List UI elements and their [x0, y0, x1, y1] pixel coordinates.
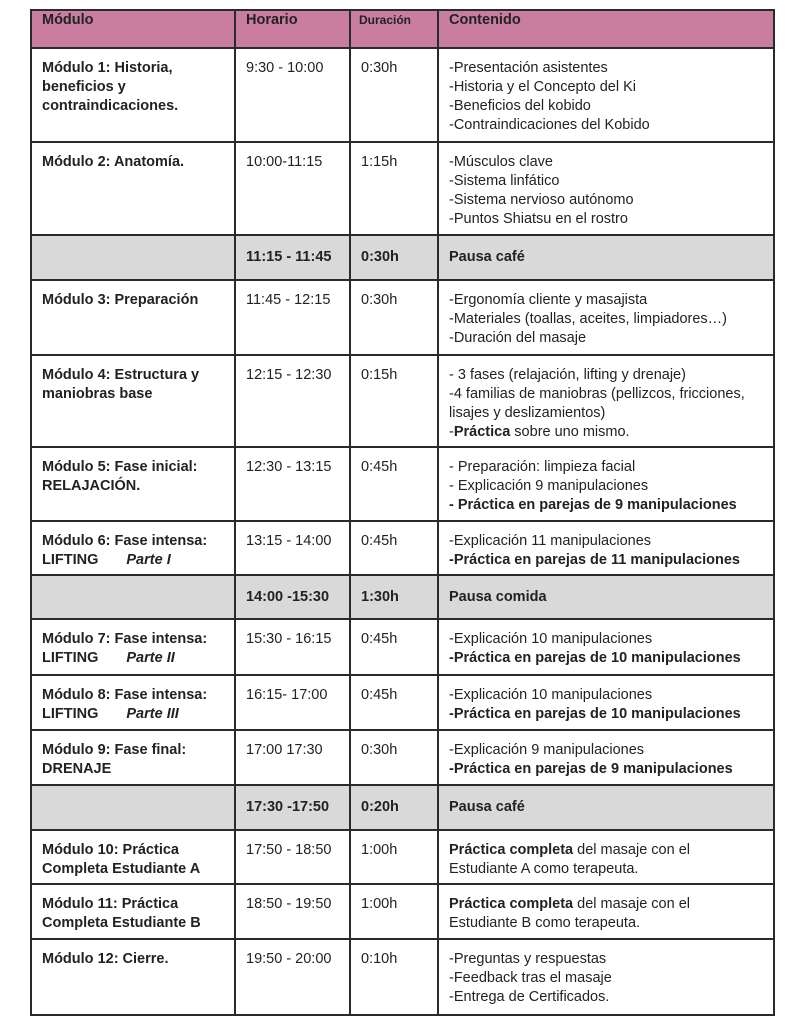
contenido-line: -Músculos clave	[449, 154, 553, 170]
cell-horario: 10:00-11:15	[235, 142, 350, 235]
contenido-line: -Sistema linfático	[449, 173, 560, 189]
header-modulo: Módulo	[31, 10, 235, 48]
cell-duracion: 0:10h	[350, 939, 438, 1015]
contenido-line-bold: -Práctica en parejas de 11 manipulaciones	[449, 552, 740, 568]
modulo-line	[42, 649, 224, 668]
cell-duracion: 0:30h	[350, 730, 438, 785]
modulo-line: Módulo 11: Práctica	[42, 896, 179, 912]
contenido-line: -Entrega de Certificados.	[449, 989, 610, 1005]
cell-duracion: 1:15h	[350, 142, 438, 235]
cell-horario: 12:15 - 12:30	[235, 355, 350, 447]
cell-modulo	[31, 785, 235, 830]
modulo-line: Módulo 5: Fase inicial:	[42, 459, 198, 475]
modulo-line: Módulo 6: Fase intensa:	[42, 533, 208, 549]
contenido-line: -Beneficios del kobido	[449, 98, 591, 114]
contenido-line: -Ergonomía cliente y masajista	[449, 292, 648, 308]
cell-horario: 11:15 - 11:45	[235, 235, 350, 280]
cell-modulo	[31, 355, 235, 447]
cell-horario: 18:50 - 19:50	[235, 884, 350, 939]
contenido-bold: Práctica	[453, 424, 511, 440]
cell-modulo	[31, 884, 235, 939]
table-row	[31, 48, 774, 142]
contenido-line: Estudiante A como terapeuta.	[449, 861, 639, 877]
contenido-line: Práctica completa del masaje con el	[449, 896, 690, 912]
contenido-line: -Explicación 10 manipulaciones	[449, 687, 653, 703]
modulo-part-name: Parte II	[126, 650, 175, 666]
table-row	[31, 142, 774, 235]
contenido-bold: Práctica completa	[449, 842, 574, 858]
modulo-line: Módulo 2: Anatomía.	[42, 154, 185, 170]
modulo-part-label: LIFTING	[42, 706, 99, 722]
contenido-line: -Materiales (toallas, aceites, limpiadores…)	[449, 311, 728, 327]
cell-horario: 16:15- 17:00	[235, 675, 350, 730]
cell-duracion: 0:15h	[350, 355, 438, 447]
contenido-line: - 3 fases (relajación, lifting y drenaje)	[449, 367, 686, 383]
modulo-line	[42, 551, 224, 570]
table-row	[31, 830, 774, 884]
cell-modulo	[31, 730, 235, 785]
cell-contenido	[438, 48, 774, 142]
header-duracion: Duración	[350, 10, 438, 48]
contenido-line: -Contraindicaciones del Kobido	[449, 117, 650, 133]
cell-contenido	[438, 675, 774, 730]
modulo-part-name: Parte I	[126, 552, 171, 568]
modulo-line: Módulo 10: Práctica	[42, 842, 179, 858]
cell-horario: 12:30 - 13:15	[235, 447, 350, 521]
table-row	[31, 730, 774, 785]
cell-contenido	[438, 830, 774, 884]
cell-contenido	[438, 355, 774, 447]
cell-horario: 17:30 -17:50	[235, 785, 350, 830]
cell-contenido	[438, 939, 774, 1015]
contenido-line: -Práctica sobre uno mismo.	[449, 424, 630, 440]
pause-row	[31, 235, 774, 280]
cell-duracion: 0:20h	[350, 785, 438, 830]
cell-duracion: 0:30h	[350, 48, 438, 142]
header-horario: Horario	[235, 10, 350, 48]
cell-horario: 13:15 - 14:00	[235, 521, 350, 575]
modulo-part-label: LIFTING	[42, 552, 99, 568]
contenido-bold: Práctica completa	[449, 896, 574, 912]
contenido-line: - Preparación: limpieza facial	[449, 459, 636, 475]
cell-modulo	[31, 235, 235, 280]
cell-duracion: 0:30h	[350, 235, 438, 280]
modulo-line: Módulo 7: Fase intensa:	[42, 631, 208, 647]
cell-contenido	[438, 142, 774, 235]
table-row	[31, 521, 774, 575]
cell-duracion: 1:30h	[350, 575, 438, 619]
cell-modulo	[31, 675, 235, 730]
cell-duracion: 0:45h	[350, 675, 438, 730]
contenido-line: Estudiante B como terapeuta.	[449, 915, 641, 931]
contenido-line: -Feedback tras el masaje	[449, 970, 612, 986]
cell-duracion: 1:00h	[350, 884, 438, 939]
modulo-line: Módulo 9: Fase final:	[42, 742, 187, 758]
contenido-line: - Explicación 9 manipulaciones	[449, 478, 649, 494]
pause-row	[31, 575, 774, 619]
cell-modulo	[31, 521, 235, 575]
cell-modulo	[31, 830, 235, 884]
cell-horario: 15:30 - 16:15	[235, 619, 350, 675]
contenido-line: -Preguntas y respuestas	[449, 951, 607, 967]
cell-contenido	[438, 619, 774, 675]
modulo-line	[42, 705, 224, 724]
modulo-line: contraindicaciones.	[42, 98, 179, 114]
table-row	[31, 884, 774, 939]
cell-contenido: Pausa comida	[438, 575, 774, 619]
cell-modulo	[31, 142, 235, 235]
contenido-line: -Puntos Shiatsu en el rostro	[449, 211, 628, 227]
cell-contenido	[438, 730, 774, 785]
table-row	[31, 447, 774, 521]
modulo-line: Módulo 12: Cierre.	[42, 951, 169, 967]
modulo-part-name: Parte III	[126, 706, 179, 722]
contenido-line: -4 familias de maniobras (pellizcos, fricciones,	[449, 386, 745, 402]
cell-modulo	[31, 447, 235, 521]
cell-contenido	[438, 884, 774, 939]
modulo-line: Módulo 3: Preparación	[42, 292, 199, 308]
modulo-line: DRENAJE	[42, 761, 112, 777]
table-row	[31, 939, 774, 1015]
contenido-line: -Explicación 9 manipulaciones	[449, 742, 645, 758]
pause-row	[31, 785, 774, 830]
cell-horario: 17:50 - 18:50	[235, 830, 350, 884]
cell-horario: 17:00 17:30	[235, 730, 350, 785]
contenido-line-bold: -Práctica en parejas de 10 manipulaciones	[449, 650, 741, 666]
modulo-line: Módulo 4: Estructura y	[42, 367, 200, 383]
modulo-line: RELAJACIÓN.	[42, 478, 141, 494]
contenido-line: -Historia y el Concepto del Ki	[449, 79, 636, 95]
cell-horario: 19:50 - 20:00	[235, 939, 350, 1015]
cell-contenido	[438, 521, 774, 575]
cell-duracion: 0:45h	[350, 447, 438, 521]
table-row	[31, 280, 774, 355]
modulo-line: beneficios y	[42, 79, 126, 95]
contenido-line-bold: -Práctica en parejas de 10 manipulaciones	[449, 706, 741, 722]
contenido-line: lisajes y deslizamientos)	[449, 405, 606, 421]
modulo-line: Completa Estudiante B	[42, 915, 201, 931]
cell-contenido: Pausa café	[438, 235, 774, 280]
cell-horario: 9:30 - 10:00	[235, 48, 350, 142]
modulo-line: maniobras base	[42, 386, 153, 402]
schedule-table	[30, 9, 775, 1016]
cell-modulo	[31, 939, 235, 1015]
table-row	[31, 675, 774, 730]
modulo-line: Completa Estudiante A	[42, 861, 201, 877]
cell-contenido	[438, 447, 774, 521]
cell-duracion: 0:45h	[350, 619, 438, 675]
cell-duracion: 1:00h	[350, 830, 438, 884]
cell-contenido: Pausa café	[438, 785, 774, 830]
table-row	[31, 619, 774, 675]
contenido-line: -Explicación 10 manipulaciones	[449, 631, 653, 647]
contenido-line-bold: - Práctica en parejas de 9 manipulaciones	[449, 497, 737, 513]
contenido-line: Práctica completa del masaje con el	[449, 842, 690, 858]
table-row	[31, 355, 774, 447]
modulo-line: Módulo 1: Historia,	[42, 60, 173, 76]
cell-modulo	[31, 48, 235, 142]
contenido-line: -Explicación 11 manipulaciones	[449, 533, 652, 549]
header-contenido: Contenido	[438, 10, 774, 48]
cell-modulo	[31, 575, 235, 619]
cell-horario: 11:45 - 12:15	[235, 280, 350, 355]
cell-modulo	[31, 280, 235, 355]
modulo-part-label: LIFTING	[42, 650, 99, 666]
cell-duracion: 0:30h	[350, 280, 438, 355]
contenido-line: -Duración del masaje	[449, 330, 587, 346]
header-row	[31, 10, 774, 48]
contenido-line-bold: -Práctica en parejas de 9 manipulaciones	[449, 761, 733, 777]
contenido-line: -Presentación asistentes	[449, 60, 608, 76]
cell-modulo	[31, 619, 235, 675]
contenido-line: -Sistema nervioso autónomo	[449, 192, 634, 208]
modulo-line: Módulo 8: Fase intensa:	[42, 687, 208, 703]
cell-duracion: 0:45h	[350, 521, 438, 575]
cell-contenido	[438, 280, 774, 355]
cell-horario: 14:00 -15:30	[235, 575, 350, 619]
